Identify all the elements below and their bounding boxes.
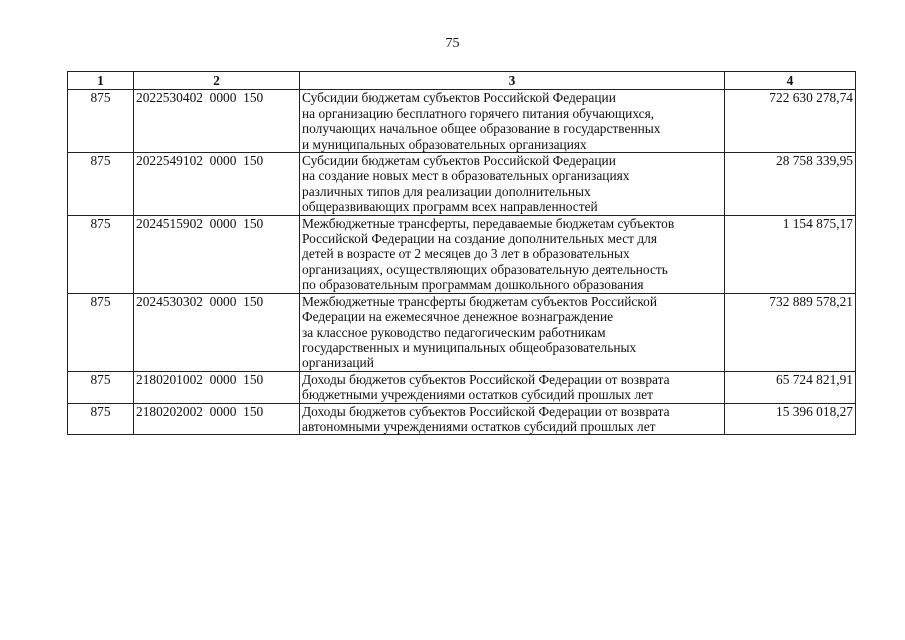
description-line: общеразвивающих программ всех направленностей xyxy=(302,199,598,215)
description-line: автономными учреждениями остатков субсидий прошлых лет xyxy=(302,418,656,434)
budget-code-cell: 2180202002 0000 150 xyxy=(134,403,300,435)
admin-code-cell: 875 xyxy=(68,215,134,293)
description-cell xyxy=(300,403,725,435)
admin-code-cell: 875 xyxy=(68,293,134,371)
description-line: Субсидии бюджетам субъектов Российской Федерации xyxy=(302,90,616,106)
table-row xyxy=(68,90,856,153)
budget-table xyxy=(67,71,856,435)
description-line: различных типов для реализации дополнительных xyxy=(302,183,591,199)
amount-cell: 1 154 875,17 xyxy=(725,215,856,293)
description-line: Межбюджетные трансферты, передаваемые бюджетам субъектов xyxy=(302,215,675,231)
description-line: Российской Федерации на создание дополнительных мест для xyxy=(302,231,657,247)
description-line: государственных и муниципальных общеобразовательных xyxy=(302,339,637,355)
page-number: 75 xyxy=(445,36,460,51)
description-line: Федерации на ежемесячное денежное вознаграждение xyxy=(302,309,614,325)
description-cell xyxy=(300,153,725,216)
description-line: по образовательным программам дошкольного образования xyxy=(302,277,644,293)
amount-cell: 722 630 278,74 xyxy=(725,90,856,153)
admin-code-cell: 875 xyxy=(68,153,134,216)
table-row xyxy=(68,403,856,435)
description-line: на создание новых мест в образовательных организациях xyxy=(302,168,630,184)
table-row xyxy=(68,215,856,293)
description-line: получающих начальное общее образование в государственных xyxy=(302,121,661,137)
table-row xyxy=(68,293,856,371)
header-col-4: 4 xyxy=(725,72,856,90)
description-cell xyxy=(300,215,725,293)
admin-code-cell: 875 xyxy=(68,371,134,403)
description-line: организациях, осуществляющих образовательную деятельность xyxy=(302,261,668,277)
description-line: Субсидии бюджетам субъектов Российской Федерации xyxy=(302,153,616,169)
header-col-1: 1 xyxy=(68,72,134,90)
admin-code-cell: 875 xyxy=(68,90,134,153)
budget-code-cell: 2024515902 0000 150 xyxy=(134,215,300,293)
description-line: детей в возрасте от 2 месяцев до 3 лет в образовательных xyxy=(302,246,630,262)
budget-code-cell: 2180201002 0000 150 xyxy=(134,371,300,403)
amount-cell: 732 889 578,21 xyxy=(725,293,856,371)
budget-code-cell: 2022549102 0000 150 xyxy=(134,153,300,216)
description-line: Доходы бюджетов субъектов Российской Федерации от возврата xyxy=(302,371,670,387)
description-cell xyxy=(300,90,725,153)
amount-cell: 28 758 339,95 xyxy=(725,153,856,216)
header-col-2: 2 xyxy=(134,72,300,90)
description-line: организаций xyxy=(302,355,374,371)
description-line: Межбюджетные трансферты бюджетам субъектов Российской xyxy=(302,293,658,309)
description-line: на организацию бесплатного горячего питания обучающихся, xyxy=(302,105,655,121)
table-row xyxy=(68,371,856,403)
description-line: бюджетными учреждениями остатков субсидий прошлых лет xyxy=(302,387,653,403)
description-line: Доходы бюджетов субъектов Российской Федерации от возврата xyxy=(302,403,670,419)
admin-code-cell: 875 xyxy=(68,403,134,435)
description-cell xyxy=(300,293,725,371)
budget-code-cell: 2024530302 0000 150 xyxy=(134,293,300,371)
description-cell xyxy=(300,371,725,403)
table-header-row xyxy=(68,72,856,90)
description-line: за классное руководство педагогическим работникам xyxy=(302,324,606,340)
header-col-3: 3 xyxy=(300,72,725,90)
amount-cell: 65 724 821,91 xyxy=(725,371,856,403)
description-line: и муниципальных образовательных организациях xyxy=(302,136,587,152)
amount-cell: 15 396 018,27 xyxy=(725,403,856,435)
table-row xyxy=(68,153,856,216)
budget-code-cell: 2022530402 0000 150 xyxy=(134,90,300,153)
